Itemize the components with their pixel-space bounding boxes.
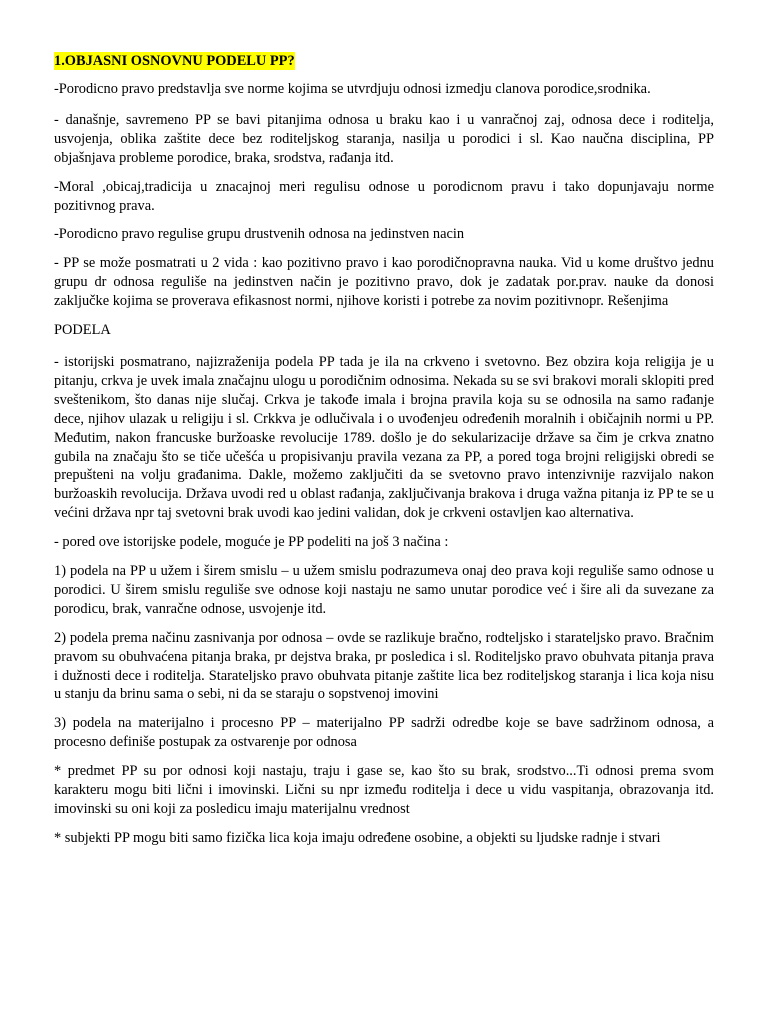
paragraph-subject-matter: * predmet PP su por odnosi koji nastaju, traju i gase se, kao što su brak, srodstvo...Ti odnosi prema svom karakteru mogu biti lični i imovinski. Lični su npr između roditelja i dece u vidu vaspitanja, obrazovanja itd. imovinski su oni koji za posledicu imaju materijalnu vrednost xyxy=(54,763,714,817)
paragraph-uniform-regulation: -Porodicno pravo regulise grupu drustvenih odnosa na jedinstven nacin xyxy=(54,226,465,243)
document-page xyxy=(54,52,714,858)
paragraph-moral-custom: -Moral ,obicaj,tradicija u znacajnoj meri regulisu odnose u porodicnom pravu i tako dopunjavaju norme pozitivnog prava. xyxy=(54,178,714,214)
paragraph-three-ways: - pored ove istorijske podele, moguće je PP podeliti na još 3 načina : xyxy=(54,534,449,551)
section-label-podela: PODELA xyxy=(54,322,111,339)
paragraph-division-1: 1) podela na PP u užem i širem smislu – u užem smislu podrazumeva onaj deo prava koji reguliše samo odnose u porodici. U širem smislu reguliše sve odnose koji nastaju ne samo unutar porodice već i šire ali da suvezane za porodicu, brak, vanračne odnose, usvojenje itd. xyxy=(54,563,714,617)
paragraph-division-3: 3) podela na materijalno i procesno PP – materijalno PP sadrži odredbe koje se bave sadržinom odnosa, a procesno definiše postupak za ostvarenje por odnosa xyxy=(54,715,714,751)
paragraph-definition: -Porodicno pravo predstavlja sve norme kojima se utvrdjuju odnosi izmedju clanova porodice,srodnika. xyxy=(54,81,651,97)
paragraph-historical-division: - istorijski posmatrano, najizraženija podela PP tada je ila na crkveno i svetovno. Bez obzira koja religija je u pitanju, crkva je uvek imala značajnu ulogu u porodičnim odnosima. Nekada su se svi brakovi morali sklopiti pred sveštenikom, što danas nije slučaj. Crkva je takođe imala i brojna pravila koja su se odnosila na samo rađanje dece, njihov ulazak u religiju i sl. Crkkva je odlučivala i o uvođenjeu određenih moralnih i običajnih normi u PP. Međutim, nakon francuske buržoaske revolucije 1789. došlo je do sekularizacije države sa čim je crkva znatno gubila na značaju što se tiče učešća u propisivanju pravila vezana za PP, a pored toga brojni religijski obredi se prepušteni na volju građanima. Dakle, možemo zaključiti da se svetovno pravo intenzivnije razvijalo nakon buržoaskih revolucija. Država uvodi red u oblast rađanja, zaključivanja brakova i druga važna pitanja iz PP te se u većini država npr taj svetovni brak uvodi kao jedini validan, dok je crkveni ostavljen kao alternativa. xyxy=(54,353,714,522)
paragraph-modern-pp: - današnje, savremeno PP se bavi pitanjima odnosa u braku kao i u vanračnoj zaj, odnosa dece i roditelja, usvojenja, oblika zaštite dece bez roditeljskog staranja, nasilja u porodici i sl. Kao naučna disciplina, PP objašnjava probleme porodice, braka, srodstva, rađanja itd. xyxy=(54,111,714,166)
paragraph-division-2: 2) podela prema načinu zasnivanja por odnosa – ovde se razlikuje bračno, rodteljsko i starateljsko pravo. Bračnim pravom su obuhvaćena pitanja braka, pr dejstva braka, pr posledica i sl. Roditeljsko pravo obuhvata pitanja prava i dužnosti dece i roditelja. Starateljsko pravo obuhvata pitanje zaštite lica bez roditeljskog staranja i lica koja nisu u stanju da brinu sama o sebi, ni da se staraju o sopstvenoj imovini xyxy=(54,629,714,703)
paragraph-two-views: - PP se može posmatrati u 2 vida : kao pozitivno pravo i kao porodičnopravna nauka. Vid u kome društvo jednu grupu dr odnosa reguliše na jedinstven način je pozitivno pravo, dok je zadatak por.prav. nauke da donosi zaključke kojima se proverava efikasnost normi, njihove koristi i potrebe za novim pozitivnopr. Rešenjima xyxy=(54,255,714,310)
paragraph-subjects-objects: * subjekti PP mogu biti samo fizička lica koja imaju određene osobine, a objekti su ljudske radnje i stvari xyxy=(54,829,661,846)
question-heading: 1.OBJASNI OSNOVNU PODELU PP? xyxy=(54,53,295,69)
